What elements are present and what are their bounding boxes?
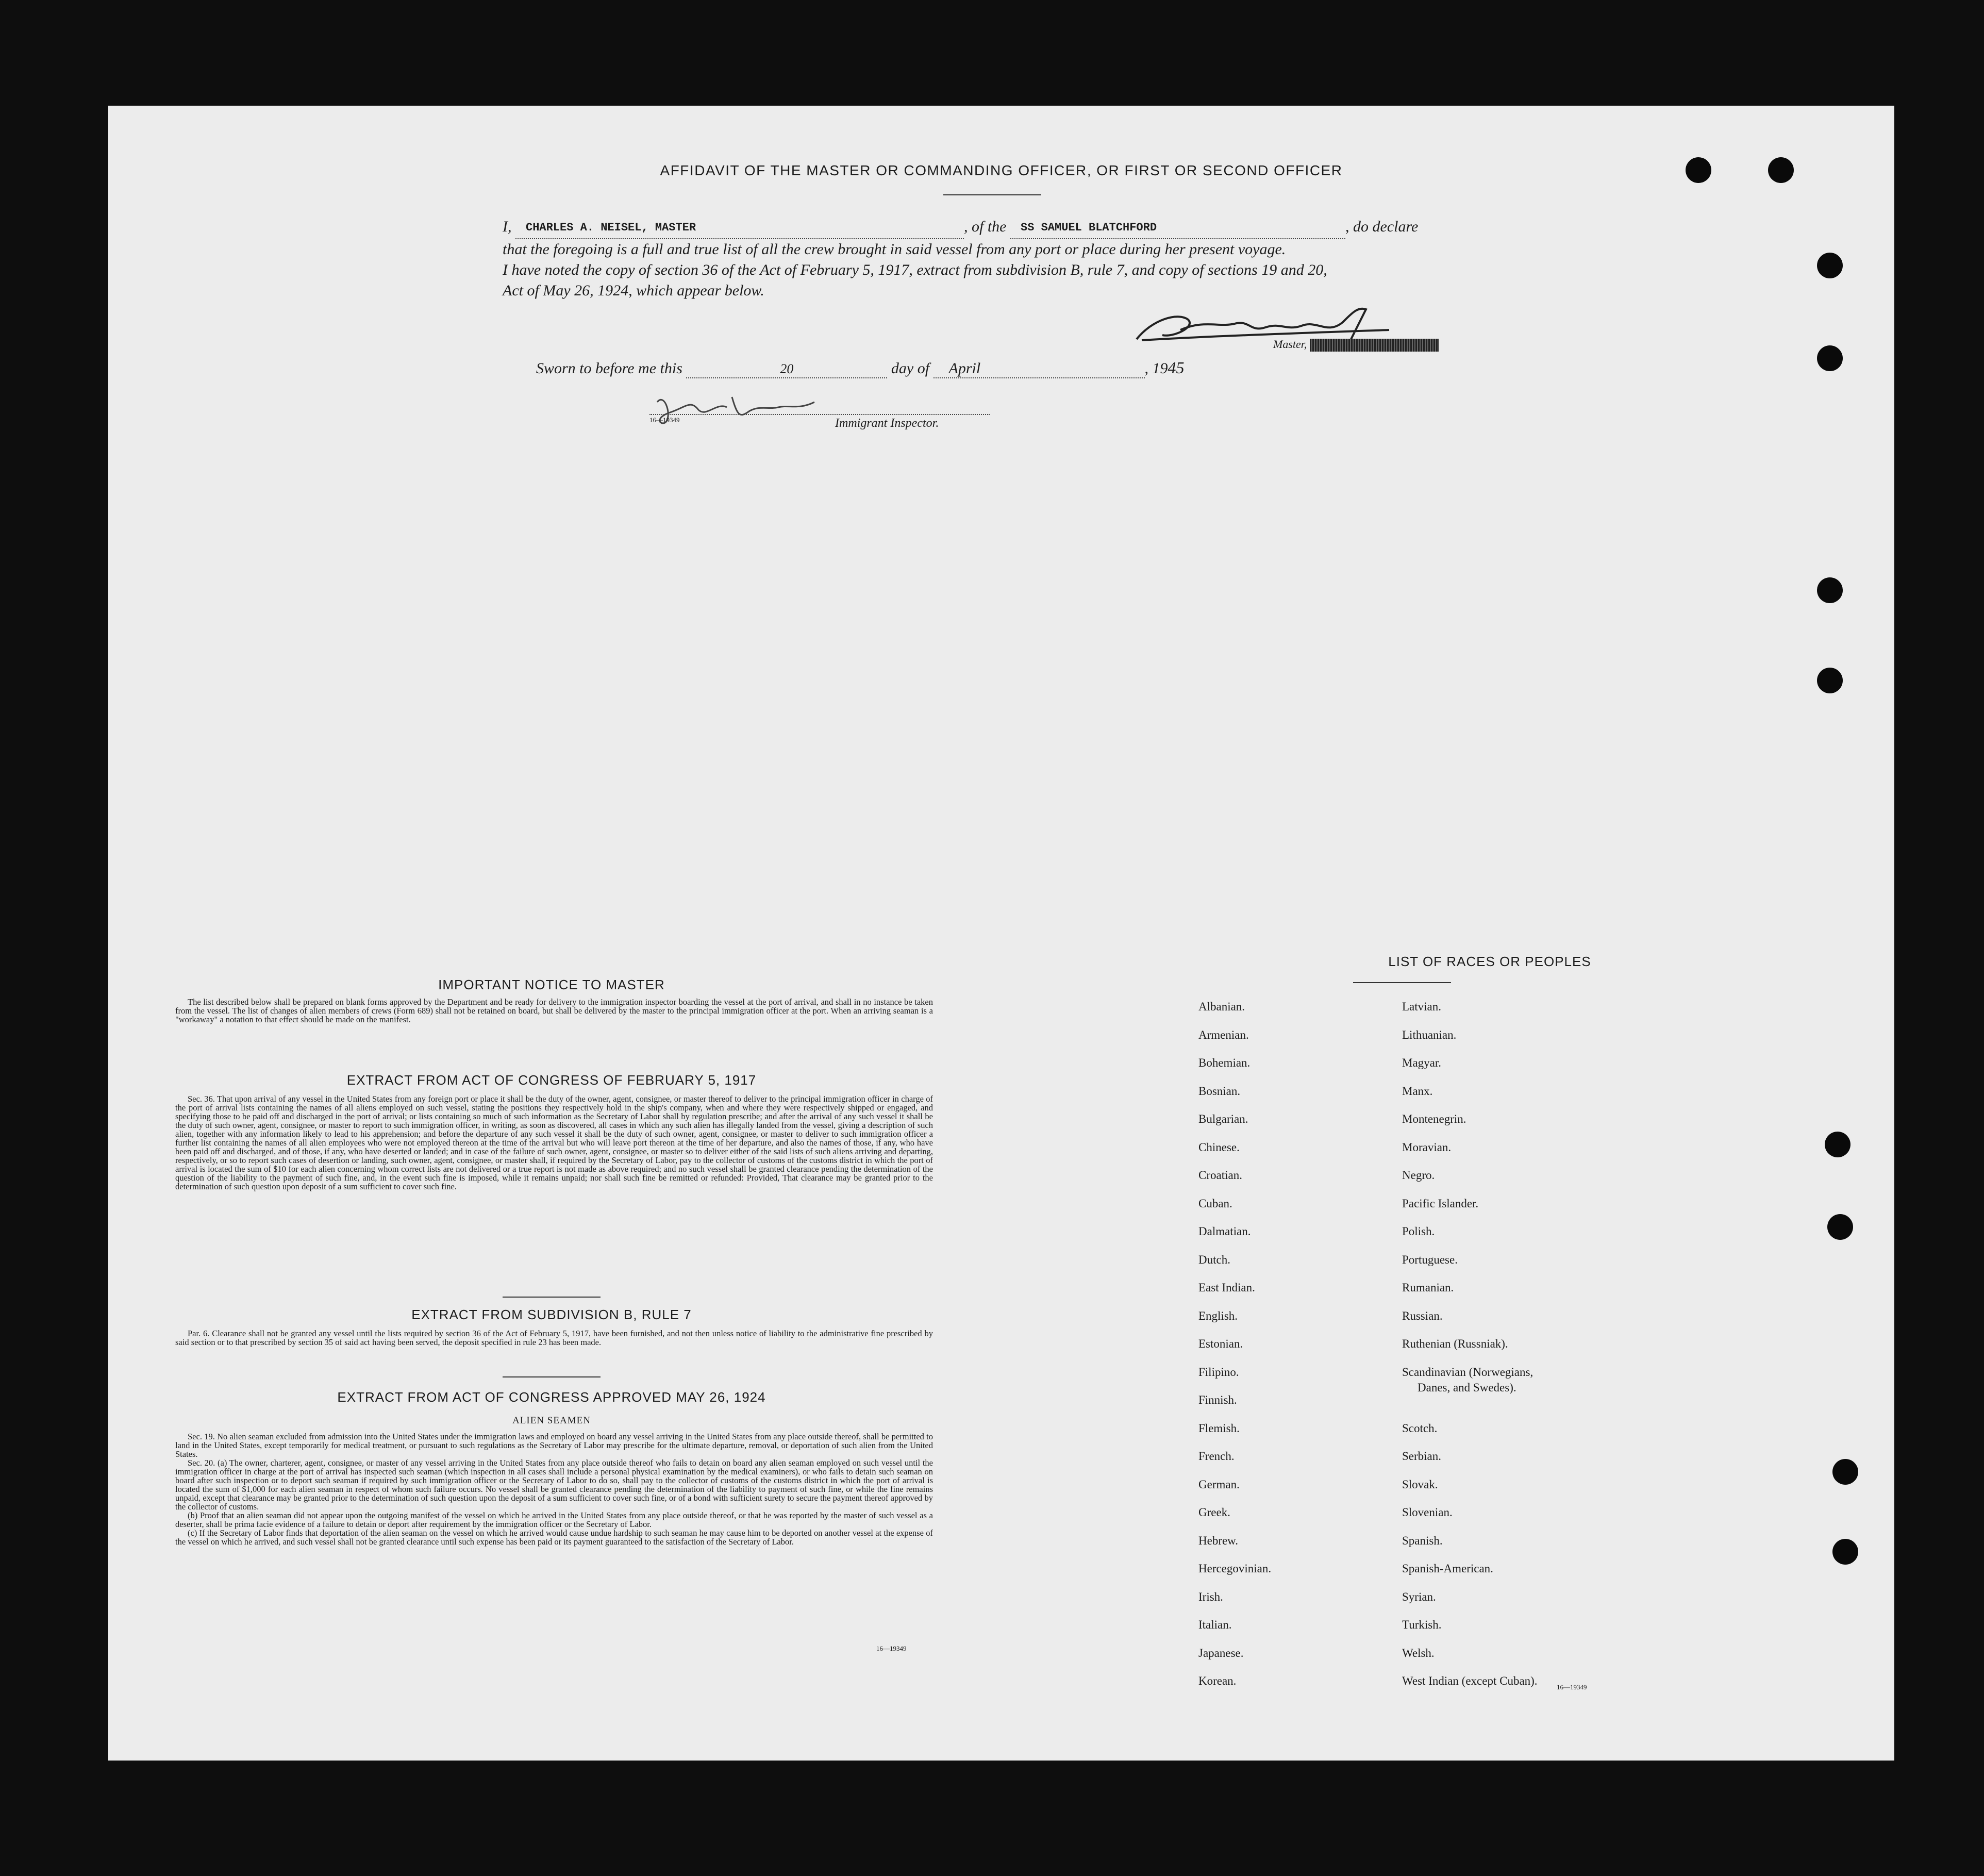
race-item: Portuguese.	[1402, 1253, 1458, 1266]
race-item: Turkish.	[1402, 1618, 1442, 1631]
races-right-column	[1402, 1000, 1538, 1690]
sec-20b-text: (b) Proof that an alien seaman did not appear upon the outgoing manifest of the vessel on which he arrived in the United States from any place outside thereof, or that he was reported by the master of such vessel as a deserter, shall be prima facie evidence of a failure to detain or deport after requirement by the immigration officer or the Secretary of Labor.	[175, 1510, 933, 1529]
race-item: Dutch.	[1198, 1253, 1230, 1266]
rule-7-body: Par. 6. Clearance shall not be granted any vessel until the lists required by section 36 of the Act of February 5, 1917, have been furnished, and not then unless notice of liability to the administrative fine prescribed by said section or to that prescribed by section 35 of said act having been served, the deposit specified in rule 23 has been made.	[175, 1329, 933, 1347]
race-item: Slovenian.	[1402, 1506, 1453, 1519]
form-number-right: 16—19349	[1557, 1683, 1587, 1691]
race-item: Bulgarian.	[1198, 1113, 1248, 1125]
punch-hole	[1825, 1132, 1850, 1157]
punch-hole	[1832, 1539, 1858, 1565]
race-item: Korean.	[1198, 1674, 1237, 1687]
race-item: Scotch.	[1402, 1421, 1438, 1435]
extract-1924-body	[175, 1432, 933, 1546]
declaration-line-1: I, CHARLES A. NEISEL, MASTER , of the SS SAMUEL BLATCHFORD , do declare	[503, 217, 1600, 239]
race-item: Chinese.	[1198, 1140, 1240, 1154]
race-item: Hebrew.	[1198, 1534, 1239, 1547]
rule-7-title: EXTRACT FROM SUBDIVISION B, RULE 7	[411, 1307, 692, 1322]
sec-19-text: Sec. 19. No alien seaman excluded from admission into the United States under the immigration laws and employed on board any vessel arriving in the United States from any place outside thereof, shall be permitted to land in the United States, except temporarily for medical treatment, or pursuant to such regulations as the Secretary of Labor may prescribe for the ultimate departure, removal, or deportation of such alien from the United States.	[175, 1432, 933, 1459]
form-number-top: 16—19349	[649, 416, 680, 424]
punch-hole	[1832, 1459, 1858, 1485]
race-item: Croatian.	[1198, 1169, 1242, 1182]
extract-divider	[503, 1376, 601, 1377]
notice-body: The list described below shall be prepared on blank forms approved by the Department and be ready for delivery to the immigration inspector boarding the vessel at the port of arrival, and shall in no instance be taken from the vessel. The list of changes of alien members of crews (Form 689) shall not be retained on board, but shall be delivered by the master to the principal immigration officer at the port. When an arriving seaman is a "workaway" a notation to that effect should be made on the manifest.	[175, 997, 933, 1024]
races-title: LIST OF RACES OR PEOPLES	[1388, 954, 1591, 969]
sec-20c-text: (c) If the Secretary of Labor finds that deportation of the alien seaman on the vessel on which he arrived would cause undue hardship to such seaman he may cause him to be deported on another vessel at the expense of the vessel on which he arrived, and such vessel shall not be granted clearance until such expense has been paid or its payment guaranteed to the satisfaction of the Secretary of Labor.	[175, 1528, 933, 1547]
declaration-line-4: Act of May 26, 1924, which appear below.	[503, 282, 764, 299]
extract-1917-title: EXTRACT FROM ACT OF CONGRESS OF FEBRUARY 5, 1917	[346, 1072, 757, 1088]
vessel-name-field: SS SAMUEL BLATCHFORD	[1010, 218, 1345, 239]
race-item: Ruthenian (Russniak).	[1402, 1337, 1508, 1350]
race-item: Latvian.	[1402, 1000, 1441, 1013]
race-item: West Indian (except Cuban).	[1402, 1674, 1538, 1687]
sworn-month-field: April	[933, 360, 1145, 378]
race-item: Filipino.	[1198, 1365, 1239, 1379]
sec-20a-text: Sec. 20. (a) The owner, charterer, agent, consignee, or master of any vessel arriving in the United States from any place outside thereof who fails to detain on board any alien seaman employed on such vessel until the immigration officer in charge at the port of arrival has inspected such seaman (which inspection in all cases shall include a personal physical examination by the medical examiners), or who fails to detain such seaman on board after such inspection or to deport such seaman if required by such immigration officer or the Secretary of Labor to do so, shall pay to the collector of customs of the customs district in which the port of arrival is located the sum of $1,000 for each alien seaman in respect of whom such failure occurs. No vessel shall be granted clearance pending the determination of the liability to payment of such fine, or while the fine remains unpaid, except that clearance may be granted prior to the determination of such question upon the deposit of a sum sufficient to cover such fine, or of a bond with sufficient surety to secure the payment thereof approved by the collector of customs.	[175, 1458, 933, 1512]
notice-title: IMPORTANT NOTICE TO MASTER	[438, 977, 665, 992]
race-item: Moravian.	[1402, 1140, 1452, 1154]
race-item: Montenegrin.	[1402, 1113, 1466, 1125]
alien-seamen-subtitle: ALIEN SEAMEN	[512, 1415, 591, 1426]
sworn-line: Sworn to before me this 20 day of April , 1945	[536, 358, 1185, 378]
race-item: Dalmatian.	[1198, 1225, 1251, 1238]
race-item: Greek.	[1198, 1506, 1230, 1519]
inspector-signature-line	[649, 414, 990, 415]
document-page	[108, 106, 1894, 1761]
punch-hole	[1817, 345, 1843, 371]
race-item: Slovak.	[1402, 1477, 1438, 1491]
race-item: Welsh.	[1402, 1646, 1435, 1659]
race-item: Flemish.	[1198, 1421, 1240, 1435]
races-left-column	[1198, 1000, 1271, 1703]
race-item: Russian.	[1402, 1309, 1443, 1322]
race-item: Japanese.	[1198, 1646, 1244, 1659]
declaration-line-2: that the foregoing is a full and true list of all the crew brought in said vessel from any port or place during her present voyage.	[503, 241, 1286, 258]
race-item: Magyar.	[1402, 1056, 1442, 1069]
extract-1917-body: Sec. 36. That upon arrival of any vessel in the United States from any foreign port or place it shall be the duty of the owner, agent, consignee, or master thereof to deliver to the principal immigration officer in charge of the port of arrival lists containing the names of all aliens employed on such vessel, stating the positions they respectively hold in the ship's company, when and where they were respectively shipped or engaged, and specifying those to be paid off and discharged in the port of arrival; or lists containing so much of such information as the Secretary of Labor shall by regulation prescribe; and after the arrival of any such vessel it shall be the duty of such owner, agent, consignee, or master to report to such immigration officer, in writing, as soon as discovered, all cases in which any such alien has illegally landed from the vessel, giving a description of such alien, together with any information likely to lead to his apprehension; and before the departure of any such vessel it shall be the duty of such owner, agent, consignee, or master to deliver to such immigration officer a further list containing the names of all alien employees who were not employed thereon at the time of the arrival but who will leave port thereon at the time of her departure, and also the names of those, if any, who have been paid off and discharged, and of those, if any, who have deserted or landed; and in case of the failure of such owner, agent, consignee, or master so to deliver either of the said lists of such aliens arriving and departing, respectively, or so to report such cases of desertion or landing, such owner, agent, consignee, or master shall, if required by the Secretary of Labor, pay to the collector of customs of the customs district in which the port of arrival is located the sum of $10 for each alien concerning whom correct lists are not delivered or a true report is not made as above required; and no such vessel shall be granted clearance pending the determination of the question of the liability to the payment of such fine, and, in the event such fine is imposed, while it remains unpaid; nor shall such fine be remitted or refunded: Provided, That clearance may be granted prior to the determination of such question upon deposit of a sum sufficient to cover such fine.	[175, 1094, 933, 1191]
race-item: Hercegovinian.	[1198, 1562, 1272, 1575]
form-number-left: 16—19349	[876, 1645, 907, 1652]
race-item: Bohemian.	[1198, 1056, 1251, 1069]
races-divider	[1353, 982, 1451, 983]
punch-hole	[1817, 668, 1843, 693]
extract-1924-title: EXTRACT FROM ACT OF CONGRESS APPROVED MAY 26, 1924	[337, 1389, 766, 1405]
race-item: German.	[1198, 1477, 1240, 1491]
master-name-field: CHARLES A. NEISEL, MASTER	[515, 218, 964, 239]
race-item: Lithuanian.	[1402, 1028, 1457, 1041]
race-item: Spanish-American.	[1402, 1562, 1493, 1575]
affidavit-title: AFFIDAVIT OF THE MASTER OR COMMANDING OFFICER, OR FIRST OR SECOND OFFICER	[660, 162, 1343, 178]
race-item: Cuban.	[1198, 1197, 1232, 1210]
race-item: Negro.	[1402, 1169, 1435, 1182]
race-item: Scandinavian (Norwegians, Danes, and Swedes).	[1402, 1365, 1533, 1394]
race-item: Albanian.	[1198, 1000, 1245, 1013]
race-item: Polish.	[1402, 1225, 1435, 1238]
race-item: French.	[1198, 1450, 1235, 1463]
race-item: Spanish.	[1402, 1534, 1443, 1547]
race-item: East Indian.	[1198, 1281, 1255, 1294]
extract-divider	[503, 1297, 601, 1298]
race-item: Manx.	[1402, 1084, 1433, 1098]
race-item: Estonian.	[1198, 1337, 1243, 1350]
declaration-text	[503, 217, 1600, 301]
race-item: English.	[1198, 1309, 1238, 1322]
punch-hole	[1817, 577, 1843, 603]
race-item: Armenian.	[1198, 1028, 1249, 1041]
punch-hole	[1827, 1214, 1853, 1240]
sworn-day-field: 20	[686, 360, 887, 378]
inspector-label: Immigrant Inspector.	[835, 417, 939, 430]
race-item: Rumanian.	[1402, 1281, 1454, 1294]
race-item: Italian.	[1198, 1618, 1232, 1631]
master-signature-label: Master,	[1273, 338, 1439, 352]
race-item: Serbian.	[1402, 1450, 1442, 1463]
race-item: Bosnian.	[1198, 1084, 1241, 1098]
race-item: Finnish.	[1198, 1393, 1237, 1406]
title-divider	[943, 194, 1041, 195]
struck-officer-titles	[1310, 339, 1439, 352]
punch-hole	[1817, 253, 1843, 278]
race-item: Pacific Islander.	[1402, 1197, 1479, 1210]
race-item: Irish.	[1198, 1590, 1223, 1603]
declaration-line-3: I have noted the copy of section 36 of the Act of February 5, 1917, extract from subdivision B, rule 7, and copy of sections 19 and 20,	[503, 261, 1327, 278]
race-item: Syrian.	[1402, 1590, 1436, 1603]
